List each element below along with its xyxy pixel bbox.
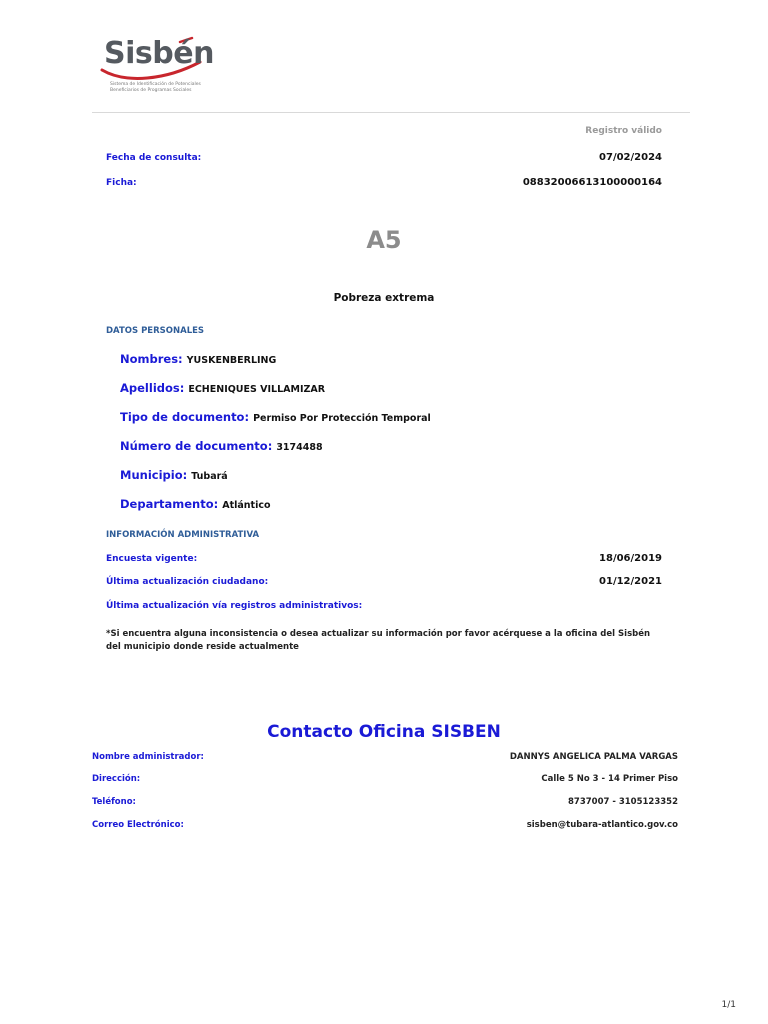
field-value: Permiso Por Protección Temporal bbox=[253, 413, 431, 424]
administrador-value: DANNYS ANGELICA PALMA VARGAS bbox=[509, 752, 678, 762]
correo-label: Correo Electrónico: bbox=[92, 820, 184, 830]
sisben-group-description: Pobreza extrema bbox=[333, 292, 435, 304]
logo-subtitle: Sistema de Identificación de Potenciales Beneficiarios de Programas Sociales bbox=[110, 82, 201, 93]
field-value: Atlántico bbox=[222, 500, 271, 511]
datos-personales-heading: DATOS PERSONALES bbox=[106, 326, 205, 336]
field-nombres bbox=[120, 348, 276, 367]
page-indicator: 1/1 bbox=[721, 1000, 736, 1010]
field-label: Apellidos: bbox=[120, 381, 185, 395]
encuesta-vigente-value: 18/06/2019 bbox=[599, 553, 662, 564]
direccion-label: Dirección: bbox=[92, 774, 141, 784]
direccion-value: Calle 5 No 3 - 14 Primer Piso bbox=[541, 774, 678, 784]
field-value: ECHENIQUES VILLAMIZAR bbox=[188, 384, 326, 395]
field-apellidos bbox=[120, 377, 325, 396]
field-label: Municipio: bbox=[120, 468, 188, 482]
field-municipio bbox=[120, 464, 228, 483]
inconsistency-note: *Si encuentra alguna inconsistencia o desea actualizar su información por favor acérquese a la oficina del Sisbén del municipio donde reside actualmente bbox=[106, 629, 651, 652]
header-divider bbox=[92, 112, 690, 113]
ficha-label: Ficha: bbox=[106, 178, 137, 188]
administrador-label: Nombre administrador: bbox=[92, 752, 204, 762]
ultima-actualizacion-value: 01/12/2021 bbox=[599, 576, 662, 587]
field-value: 3174488 bbox=[276, 442, 323, 453]
field-value: YUSKENBERLING bbox=[186, 355, 277, 366]
telefono-value: 8737007 - 3105123352 bbox=[568, 797, 678, 807]
informacion-administrativa-heading: INFORMACIÓN ADMINISTRATIVA bbox=[106, 530, 260, 540]
field-label: Nombres: bbox=[120, 352, 183, 366]
fecha-consulta-label: Fecha de consulta: bbox=[106, 153, 202, 163]
field-departamento bbox=[120, 493, 271, 512]
sisben-group: A5 bbox=[366, 226, 402, 254]
field-tipo-documento bbox=[120, 406, 431, 425]
registro-status: Registro válido bbox=[585, 126, 662, 136]
field-label: Tipo de documento: bbox=[120, 410, 250, 424]
ultima-actualizacion-label: Última actualización ciudadano: bbox=[106, 577, 269, 587]
registros-administrativos-label: Última actualización vía registros administrativos: bbox=[106, 601, 363, 611]
sisben-logo bbox=[96, 36, 226, 106]
encuesta-vigente-label: Encuesta vigente: bbox=[106, 554, 198, 564]
contacto-oficina-title: Contacto Oficina SISBEN bbox=[267, 722, 501, 742]
field-label: Departamento: bbox=[120, 497, 219, 511]
ficha-value: 08832006613100000164 bbox=[522, 177, 662, 188]
fecha-consulta-value: 07/02/2024 bbox=[599, 152, 662, 163]
telefono-label: Teléfono: bbox=[92, 797, 136, 807]
field-value: Tubará bbox=[191, 471, 228, 482]
correo-value: sisben@tubara-atlantico.gov.co bbox=[526, 820, 678, 830]
field-numero-documento bbox=[120, 435, 323, 454]
field-label: Número de documento: bbox=[120, 439, 273, 453]
logo-wordmark: Sisbén bbox=[104, 36, 214, 71]
